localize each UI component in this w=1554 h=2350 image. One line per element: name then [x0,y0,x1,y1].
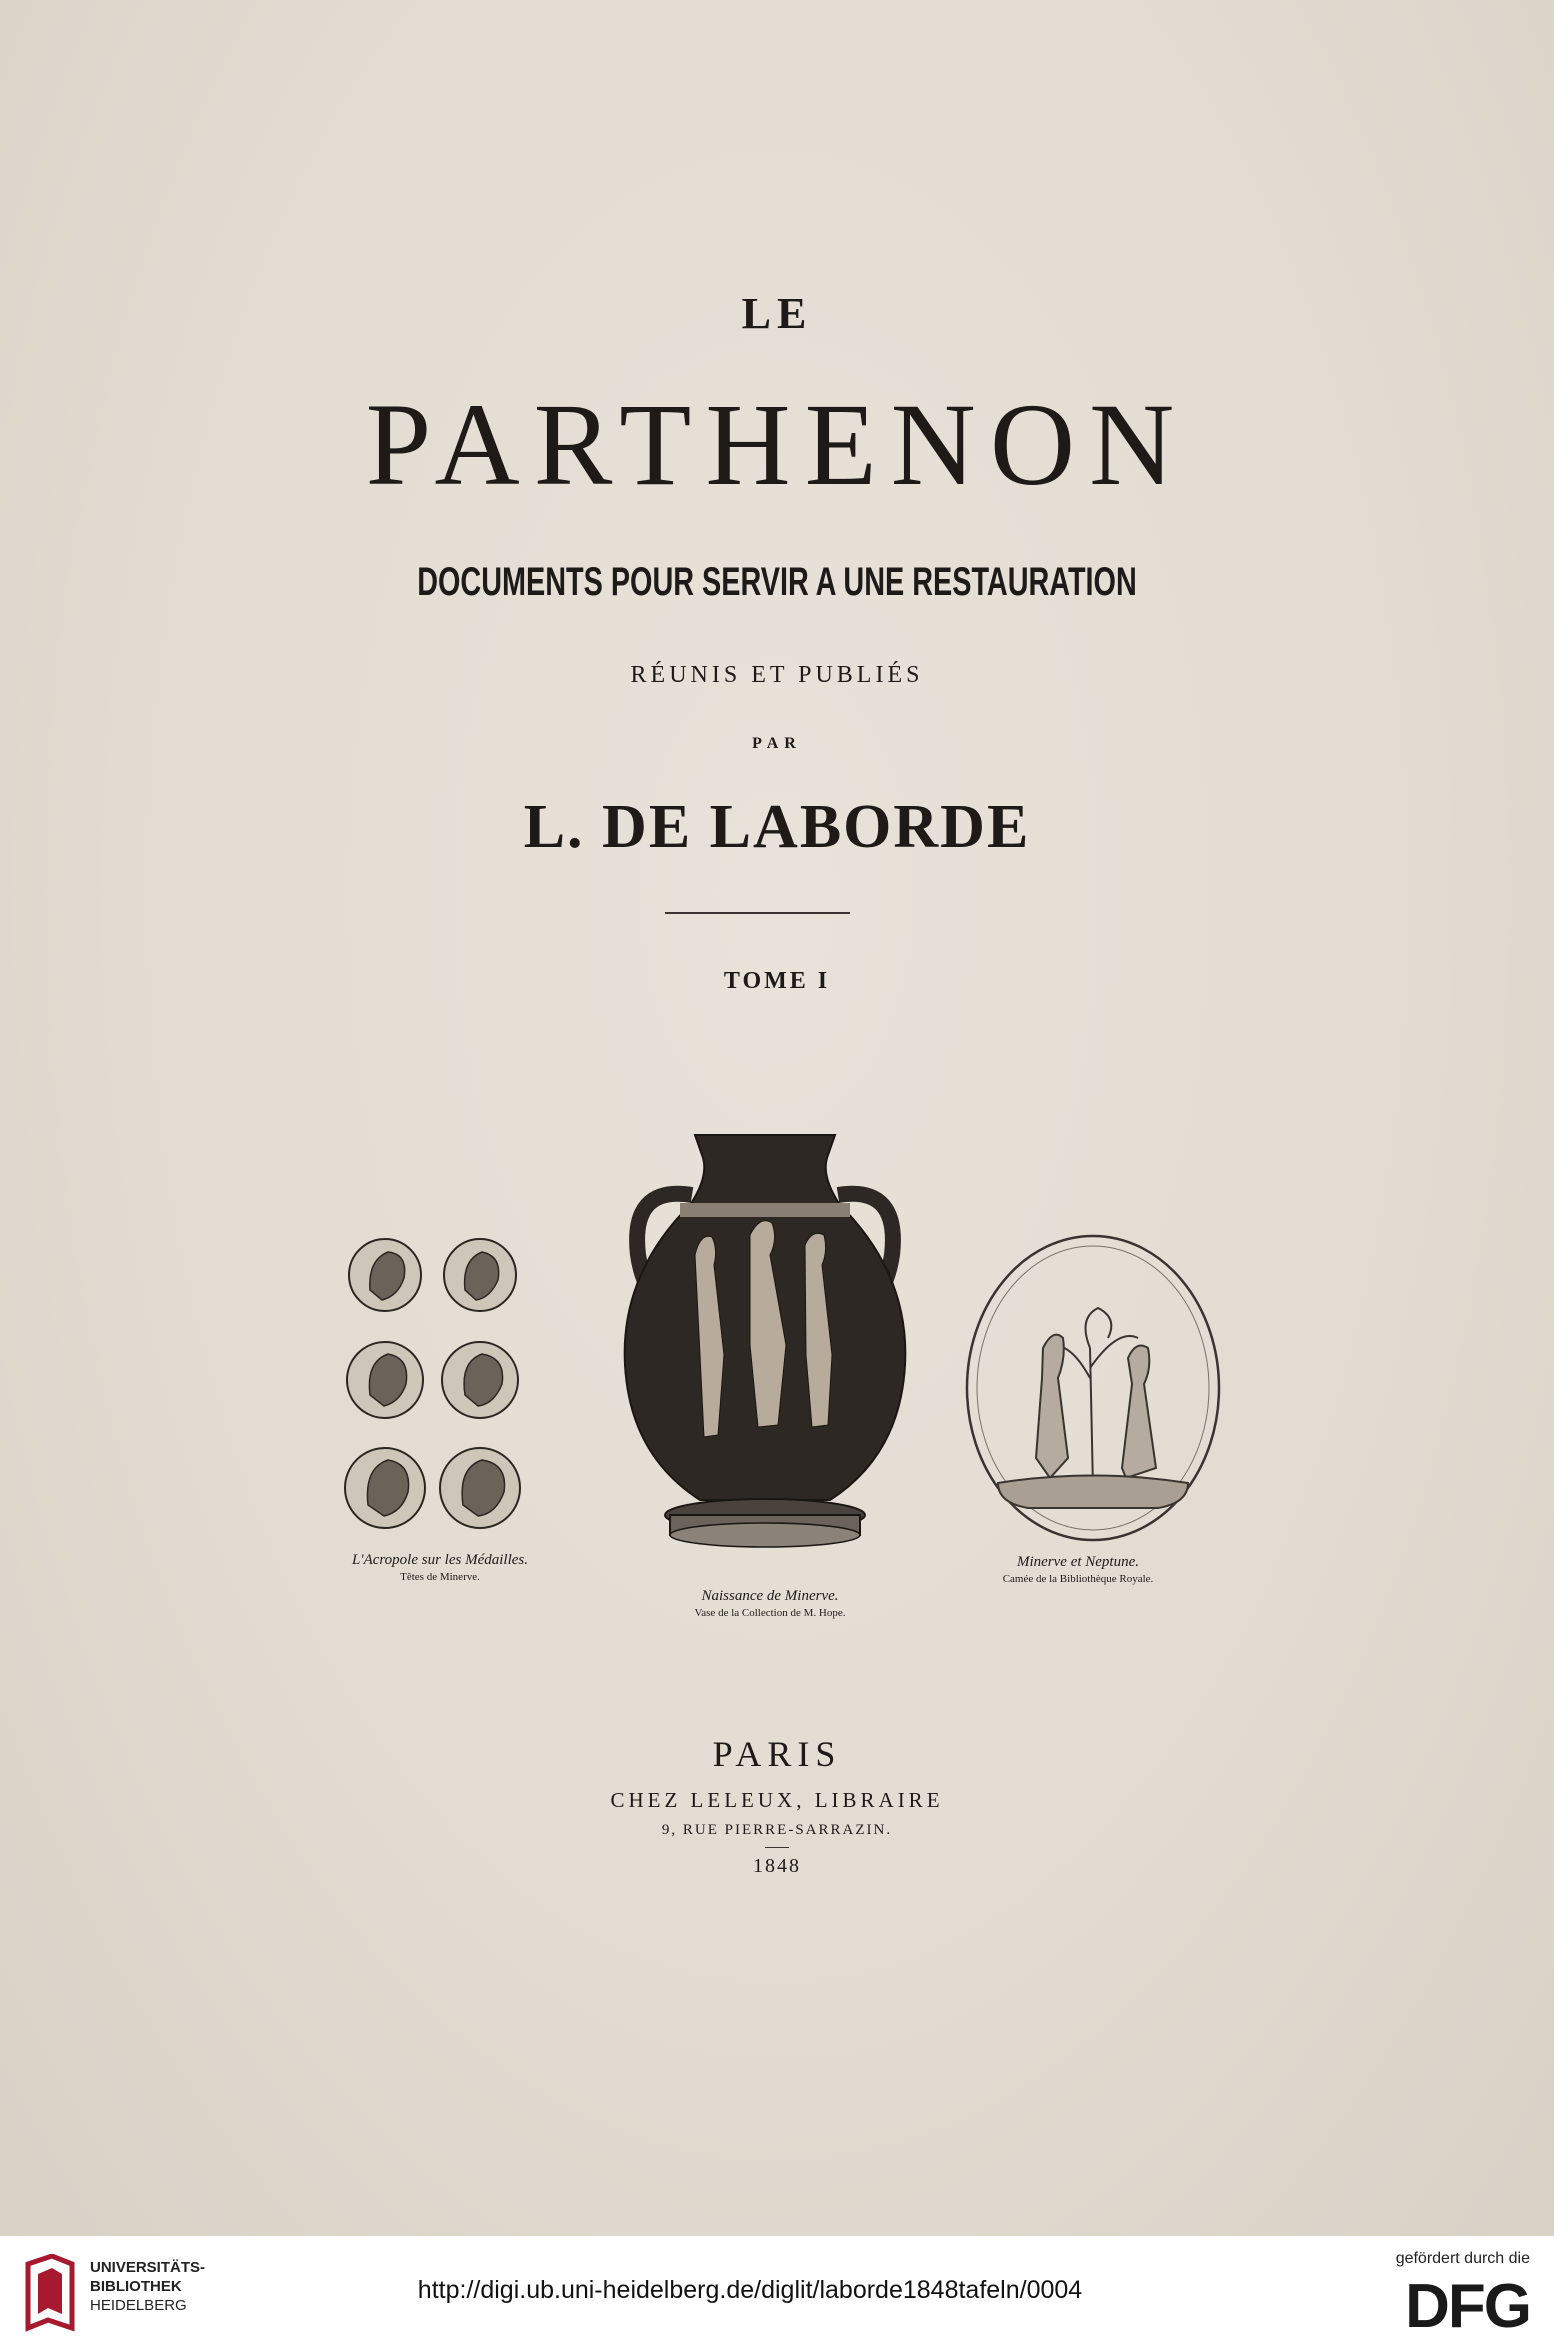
imprint-address: 9, RUE PIERRE-SARRAZIN. [661,1822,893,1838]
coins-caption-sub: Têtes de Minerve. [400,1571,480,1583]
vase-caption [640,1588,900,1619]
coins-illustration [330,1230,550,1540]
ub-heidelberg-logo-icon[interactable] [24,2254,76,2332]
coins-caption [320,1552,560,1583]
vase-caption-sub: Vase de la Collection de M. Hope. [694,1607,846,1619]
library-line-3: HEIDELBERG [90,2297,187,2314]
reunis-line: RÉUNIS ET PUBLIÉS [630,662,924,688]
title-parthenon: PARTHENON [365,379,1189,510]
cameo-caption [948,1554,1208,1585]
library-line-1: UNIVERSITÄTS- [90,2259,206,2276]
cameo-caption-sub: Camée de la Bibliothèque Royale. [1002,1573,1154,1585]
cameo-figure-left [1036,1335,1068,1478]
library-line-2: BIBLIOTHEK [90,2278,182,2295]
vase-band [680,1203,850,1217]
sponsor-label: gefördert durch die [1395,2250,1530,2267]
title-le: LE [741,289,813,338]
par-line: PAR [752,735,802,752]
footer-bar [0,2236,1554,2350]
library-name[interactable] [90,2258,205,2315]
coins-caption-title: L'Acropole sur les Médailles. [352,1552,528,1568]
title-rule [665,912,850,914]
year-rule [765,1847,789,1848]
cameo-caption-title: Minerve et Neptune. [1016,1554,1140,1570]
tome-label: TOME I [723,968,831,994]
author-name: L. DE LABORDE [523,793,1031,861]
vase-illustration [600,1115,930,1565]
dfg-logo-icon[interactable]: DFG [1405,2272,1530,2341]
permalink-url[interactable]: http://digi.ub.uni-heidelberg.de/diglit/laborde1848tafeln/0004 [417,2276,1083,2304]
cameo-ground [998,1476,1188,1509]
cameo-figure-right [1122,1346,1156,1478]
imprint-publisher: CHEZ LELEUX, LIBRAIRE [610,1788,944,1812]
imprint-city: PARIS [712,1734,842,1774]
subtitle: DOCUMENTS POUR SERVIR A UNE RESTAURATION [417,560,1137,604]
vase-caption-title: Naissance de Minerve. [701,1588,839,1604]
imprint-year: 1848 [753,1855,801,1877]
cameo-illustration [958,1228,1228,1548]
